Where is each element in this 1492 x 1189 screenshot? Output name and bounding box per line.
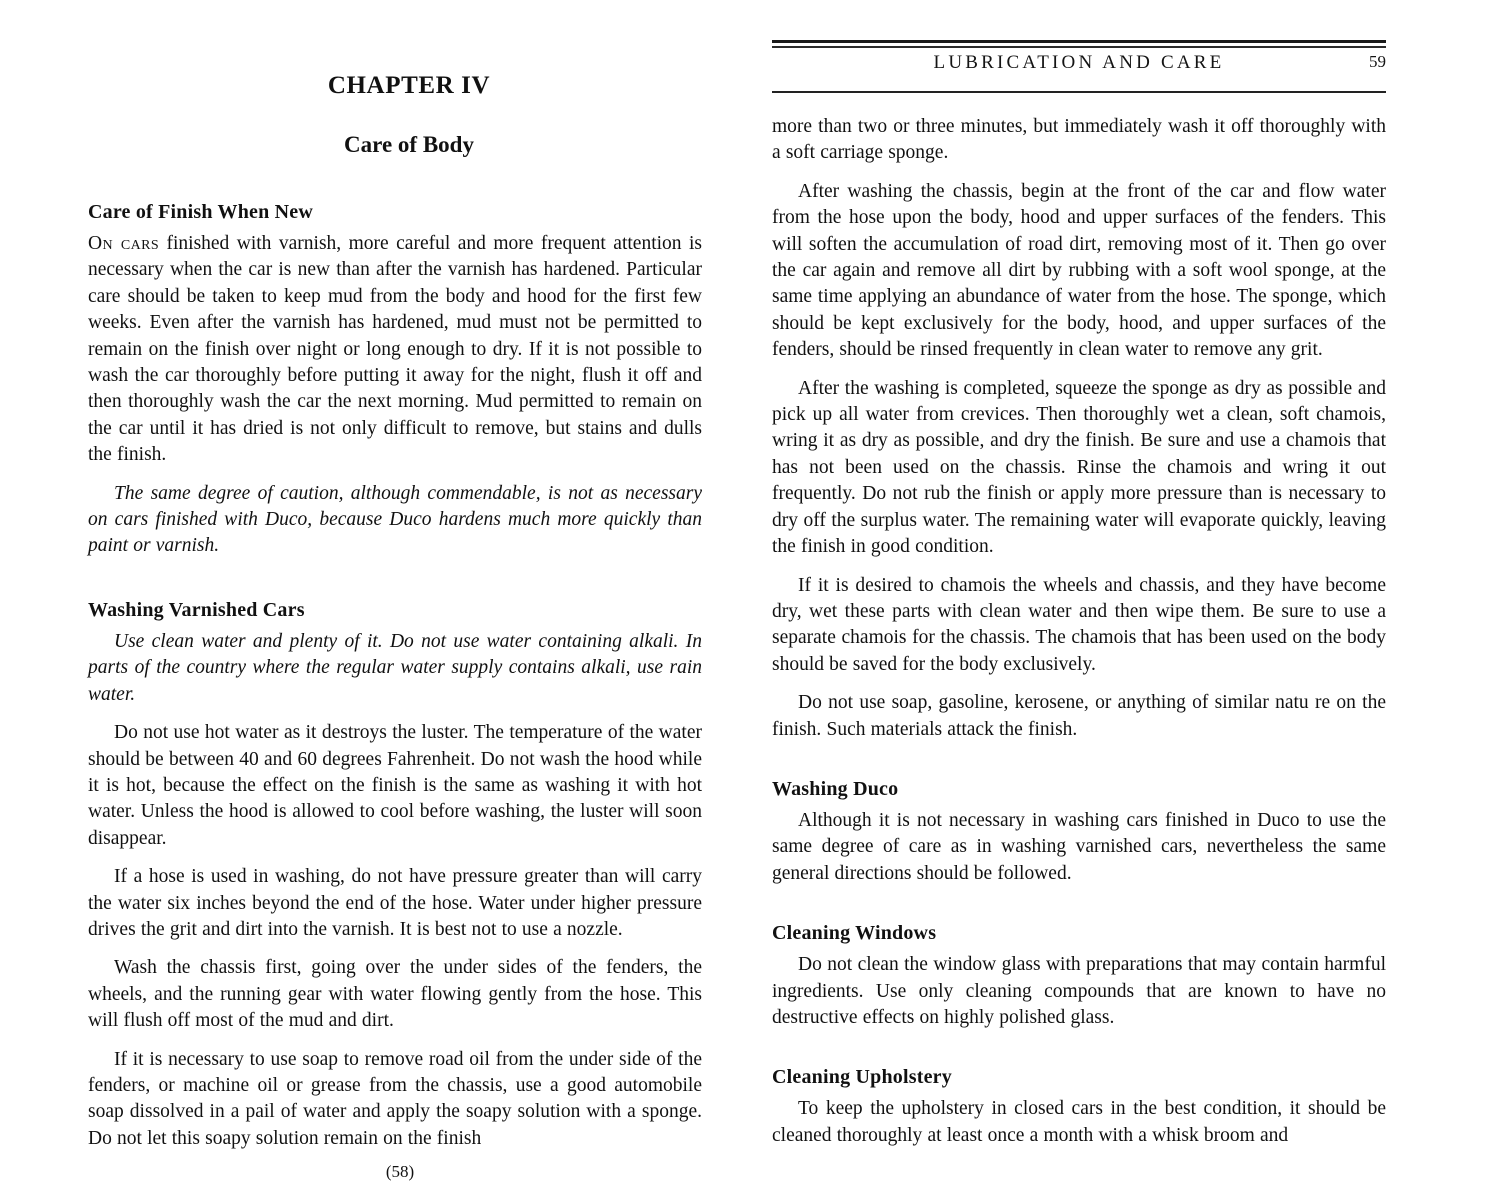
chapter-title: Care of Body <box>344 132 474 157</box>
paragraph: Do not clean the window glass with preparations that may contain harmful ingredients. Use only cleaning compounds that are known to have no destructive effects on highly polished glass. <box>772 954 1386 1028</box>
right-page <box>772 0 1386 1189</box>
paragraph: If it is desired to chamois the wheels and chassis, and they have become dry, wet these parts with clean water and then wipe them. Be sure to use a separate chamois for the chassis. The chamois that has been used on the body should be saved for the body exclusively. <box>772 574 1386 675</box>
paragraph-text: finished with varnish, more careful and more frequent attention is necessary when the car is new than after the varnish has hardened. Particular care should be taken to keep mud from the body and hood for the first few weeks. Even after the varnish has hardened, mud must not be permitted to remain on the finish over night or long enough to dry. If it is not possible to wash the car thoroughly before putting it away for the night, flush it off and then thoroughly wash the car the next morning. Mud permitted to remain on the car until it has dried is not only difficult to remove, but stains and dulls the finish. <box>88 233 702 466</box>
running-head <box>772 40 1386 96</box>
running-head-line <box>772 52 1386 82</box>
paragraph: If it is necessary to use soap to remove road oil from the under side of the fenders, or machine oil or grease from the chassis, use a good automobile soap dissolved in a pail of water and apply the soapy solution with a sponge. Do not let this soapy solution remain on the finish <box>88 1048 702 1149</box>
paragraph: The same degree of caution, although commendable, is not as necessary on cars finished with Duco, because Duco hardens much more quickly than paint or varnish. <box>88 482 702 557</box>
section-heading-washing-varnished-cars: Washing Varnished Cars <box>88 598 305 621</box>
paragraph: Do not use soap, gasoline, kerosene, or anything of similar natu re on the finish. Such materials attack the finish. <box>772 692 1386 740</box>
header-rule-thin <box>772 46 1386 48</box>
page-folio-right: 59 <box>1369 51 1386 71</box>
section-heading-washing-duco: Washing Duco <box>772 777 899 800</box>
paragraph: Use clean water and plenty of it. Do not use water containing alkali. In parts of the country where the regular water supply contains alkali, use rain water. <box>88 630 702 705</box>
header-rule-thick <box>772 40 1386 43</box>
paragraph: To keep the upholstery in closed cars in the best condition, it should be cleaned thoroughly at least once a month with a whisk broom and <box>772 1098 1386 1146</box>
section-heading-care-of-finish-when-new: Care of Finish When New <box>88 201 313 223</box>
paragraph: Although it is not necessary in washing cars finished in Duco to use the same degree of care as in washing varnished cars, nevertheless the same general directions should be followed. <box>772 809 1386 884</box>
paragraph: more than two or three minutes, but immediately wash it off thoroughly with a soft carriage sponge. <box>772 116 1386 164</box>
paragraph: If a hose is used in washing, do not have pressure greater than will carry the water six inches beyond the end of the hose. Water under higher pressure drives the grit and dirt into the varnish. It is best not to use a nozzle. <box>88 866 702 940</box>
running-head-title: LUBRICATION AND CARE <box>933 51 1225 73</box>
paragraph: After the washing is completed, squeeze the sponge as dry as possible and pick up all water from crevices. Then thoroughly wet a clean, soft chamois, wring it as dry as possible, and dry the finish. Be sure and use a chamois that has not been used on the chassis. Rinse the chamois and wring it out frequently. Do not rub the finish or apply more pressure than is necessary to dry off the surplus water. The remaining water will evaporate quickly, leaving the finish in good condition. <box>772 377 1386 558</box>
chapter-label: CHAPTER IV <box>327 72 491 99</box>
section-heading-cleaning-windows: Cleaning Windows <box>772 922 937 945</box>
paragraph: Do not use hot water as it destroys the luster. The temperature of the water should be between 40 and 60 degrees Fahrenheit. Do not wash the hood while it is hot, because the effect on the finish is the same as washing it with hot water. Unless the hood is allowed to cool before washing, the luster will soon disappear. <box>88 722 702 849</box>
page-folio-left: (58) <box>385 1162 415 1182</box>
paragraph: After washing the chassis, begin at the front of the car and flow water from the hose upon the body, hood and upper surfaces of the fenders. This will soften the accumulation of road dirt, removing most of it. Then go over the car again and remove all dirt by rubbing with a soft wool sponge, at the same time applying an abundance of water from the hose. The sponge, which should be kept exclusively for the body, hood, and upper surfaces of the fenders, should be rinsed frequently in clean water to remove any grit. <box>772 180 1386 361</box>
smallcaps-lead: On cars <box>88 233 160 254</box>
header-rule-bottom <box>772 91 1386 93</box>
paragraph <box>88 231 702 469</box>
section-heading-cleaning-upholstery: Cleaning Upholstery <box>772 1066 952 1089</box>
left-page <box>88 0 702 1189</box>
paragraph: Wash the chassis first, going over the under sides of the fenders, the wheels, and the running gear with water flowing gently from the hose. This will flush off most of the mud and dirt. <box>88 957 702 1032</box>
